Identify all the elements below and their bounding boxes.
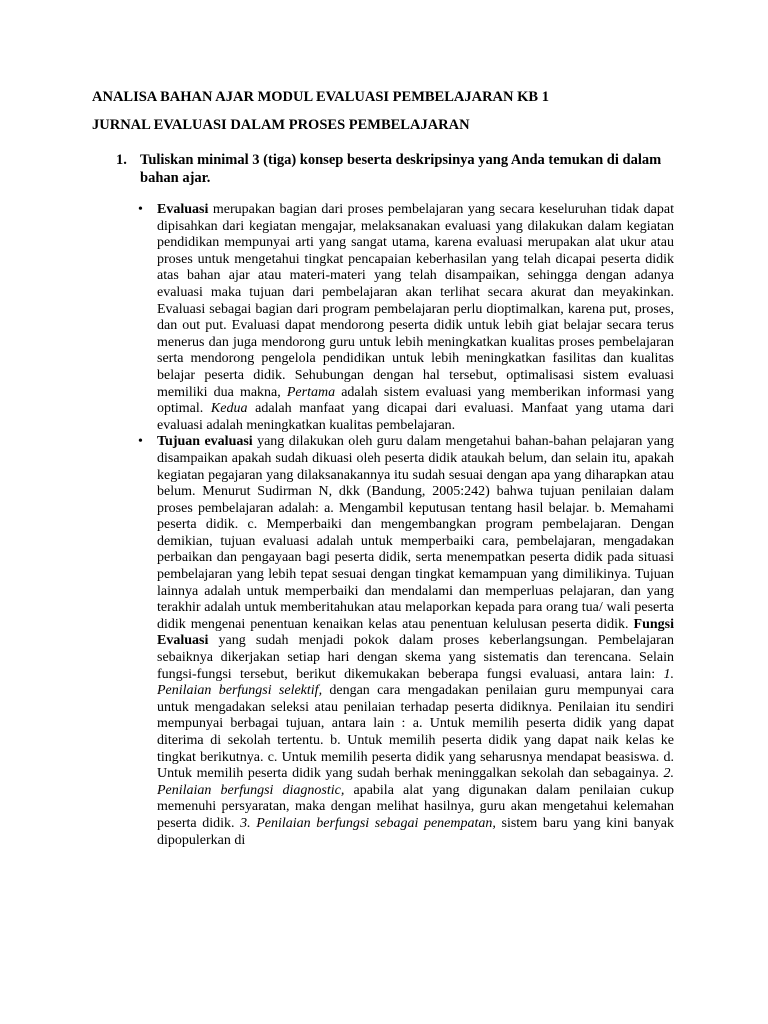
text-segment: yang sudah menjadi pokok dalam proses keberlangsungan. Pembelajaran sebaiknya dikerjakan setiap hari dengan skema yang sistematis dan terencana. Selain fungsi-fungsi tersebut, berikut dikemukakan beberapa fungsi evaluasi, antara lain:	[157, 633, 674, 682]
list-item-tujuan-evaluasi	[138, 434, 674, 849]
text-segment: 3. Penilaian berfungsi sebagai penempatan,	[240, 815, 496, 831]
concept-paragraph	[157, 202, 674, 434]
list-item-evaluasi	[138, 202, 674, 434]
concept-paragraph	[157, 434, 674, 849]
question-number: 1.	[116, 152, 127, 168]
text-segment: Tujuan evaluasi	[157, 434, 253, 450]
document-subtitle: JURNAL EVALUASI DALAM PROSES PEMBELAJARAN	[92, 117, 470, 133]
text-segment: Kedua	[210, 401, 248, 417]
question-1	[116, 151, 676, 187]
bullet-icon: •	[138, 202, 143, 217]
text-segment: adalah manfaat yang dicapai dari evaluasi. Manfaat yang utama dari evaluasi adalah meningkatkan kualitas pembelajaran.	[157, 401, 674, 433]
bullet-icon: •	[138, 434, 143, 450]
concept-list	[138, 202, 674, 849]
text-segment: 2. Penilaian berfungsi diagnostic,	[157, 766, 674, 798]
text-segment: merupakan bagian dari proses pembelajaran yang secara keseluruhan tidak dapat dipisahkan dari kegiatan mengajar, melaksanakan evaluasi yang dilakukan dalam kegiatan pendidikan mempunyai arti yang sangat utama, karena evaluasi merupakan alat ukur atau proses untuk mengetahui tingkat pencapaian keberhasilan yang telah dicapai peserta didik atas bahan ajar atau materi-materi yang telah disampaikan, sehingga dengan adanya evaluasi maka tujuan dari pembelajaran akan terlihat secara akurat dan meyakinkan. Evaluasi sebagai bagian dari program pembelajaran perlu dioptimalkan, karena put, proses, dan out put. Evaluasi dapat mendorong peserta didik untuk lebih giat belajar secara terus menerus dan juga mendorong guru untuk lebih meningkatkan kualitas proses pembelajaran serta mendorong pengelola pendidikan untuk lebih meningkatkan fasilitas dan kualitas belajar peserta didik. Sehubungan dengan hal tersebut, optimalisasi sistem evaluasi memiliki dua makna,	[157, 202, 674, 400]
text-segment: Evaluasi	[157, 202, 209, 217]
text-segment: apabila alat yang digunakan dalam penilaian cukup memenuhi persyaratan, maka dengan melihat hasilnya, guru akan mengetahui kelemahan peserta didik.	[157, 782, 675, 831]
question-text: Tuliskan minimal 3 (tiga) konsep beserta deskripsinya yang Anda temukan di dalam bahan ajar.	[140, 152, 662, 186]
text-segment: dengan cara mengadakan penilaian guru mempunyai cara untuk mengadakan seleksi atau penilaian terhadap peserta didiknya. Penilaian itu sendiri mempunyai berbagai tujuan, antara lain : a. Untuk memilih peserta didik yang dapat diterima di sekolah tertentu. b. Untuk memilih peserta didik yang dapat naik kelas ke tingkat berikutnya. c. Untuk memilih peserta didik yang seharusnya mendapat beasiswa. d. Untuk memilih peserta didik yang sudah berhak meninggalkan sekolah dan sebagainya.	[157, 683, 674, 782]
text-segment: adalah sistem evaluasi yang memberikan informasi yang optimal.	[157, 384, 674, 417]
text-segment: yang dilakukan oleh guru dalam mengetahui bahan-bahan pelajaran yang disampaikan apakah sudah dikuasi oleh peserta didik ataukah belum, dan selain itu, apakah kegiatan pegajaran yang dilaksanakannya itu sudah sesuai dengan apa yang diharapkan atau belum. Menurut Sudirman N, dkk (Bandung, 2005:242) bahwa tujuan penilaian dalam proses pembelajaran adalah: a. Mengambil keputusan tentang hasil belajar. b. Memahami peserta didik. c. Memperbaiki dan mengembangkan program pembelajaran. Dengan demikian, tujuan evaluasi adalah untuk memperbaiki cara, pembelajaran, mengadakan perbaikan dan pengayaan bagi peserta didik, serta menempatkan peserta didik pada situasi pembelajaran yang lebih tepat sesuai dengan tingkat kemampuan yang dimilikinya. Tujuan lainnya adalah untuk memperbaiki dan mendalami dan memperluas pelajaran, dan yang terakhir adalah untuk memberitahukan atau melaporkan kepada para orang tua/ wali peserta didik mengenai penentuan kenaikan kelas atau penentuan kelulusan peserta didik.	[157, 434, 674, 632]
text-segment: Pertama	[286, 384, 336, 400]
text-segment: 1. Penilaian berfungsi selektif,	[157, 666, 674, 699]
text-segment: sistem baru yang kini banyak dipopulerkan di	[157, 815, 675, 848]
text-segment: Fungsi Evaluasi	[157, 616, 674, 649]
document-title: ANALISA BAHAN AJAR MODUL EVALUASI PEMBELAJARAN KB 1	[92, 89, 549, 105]
